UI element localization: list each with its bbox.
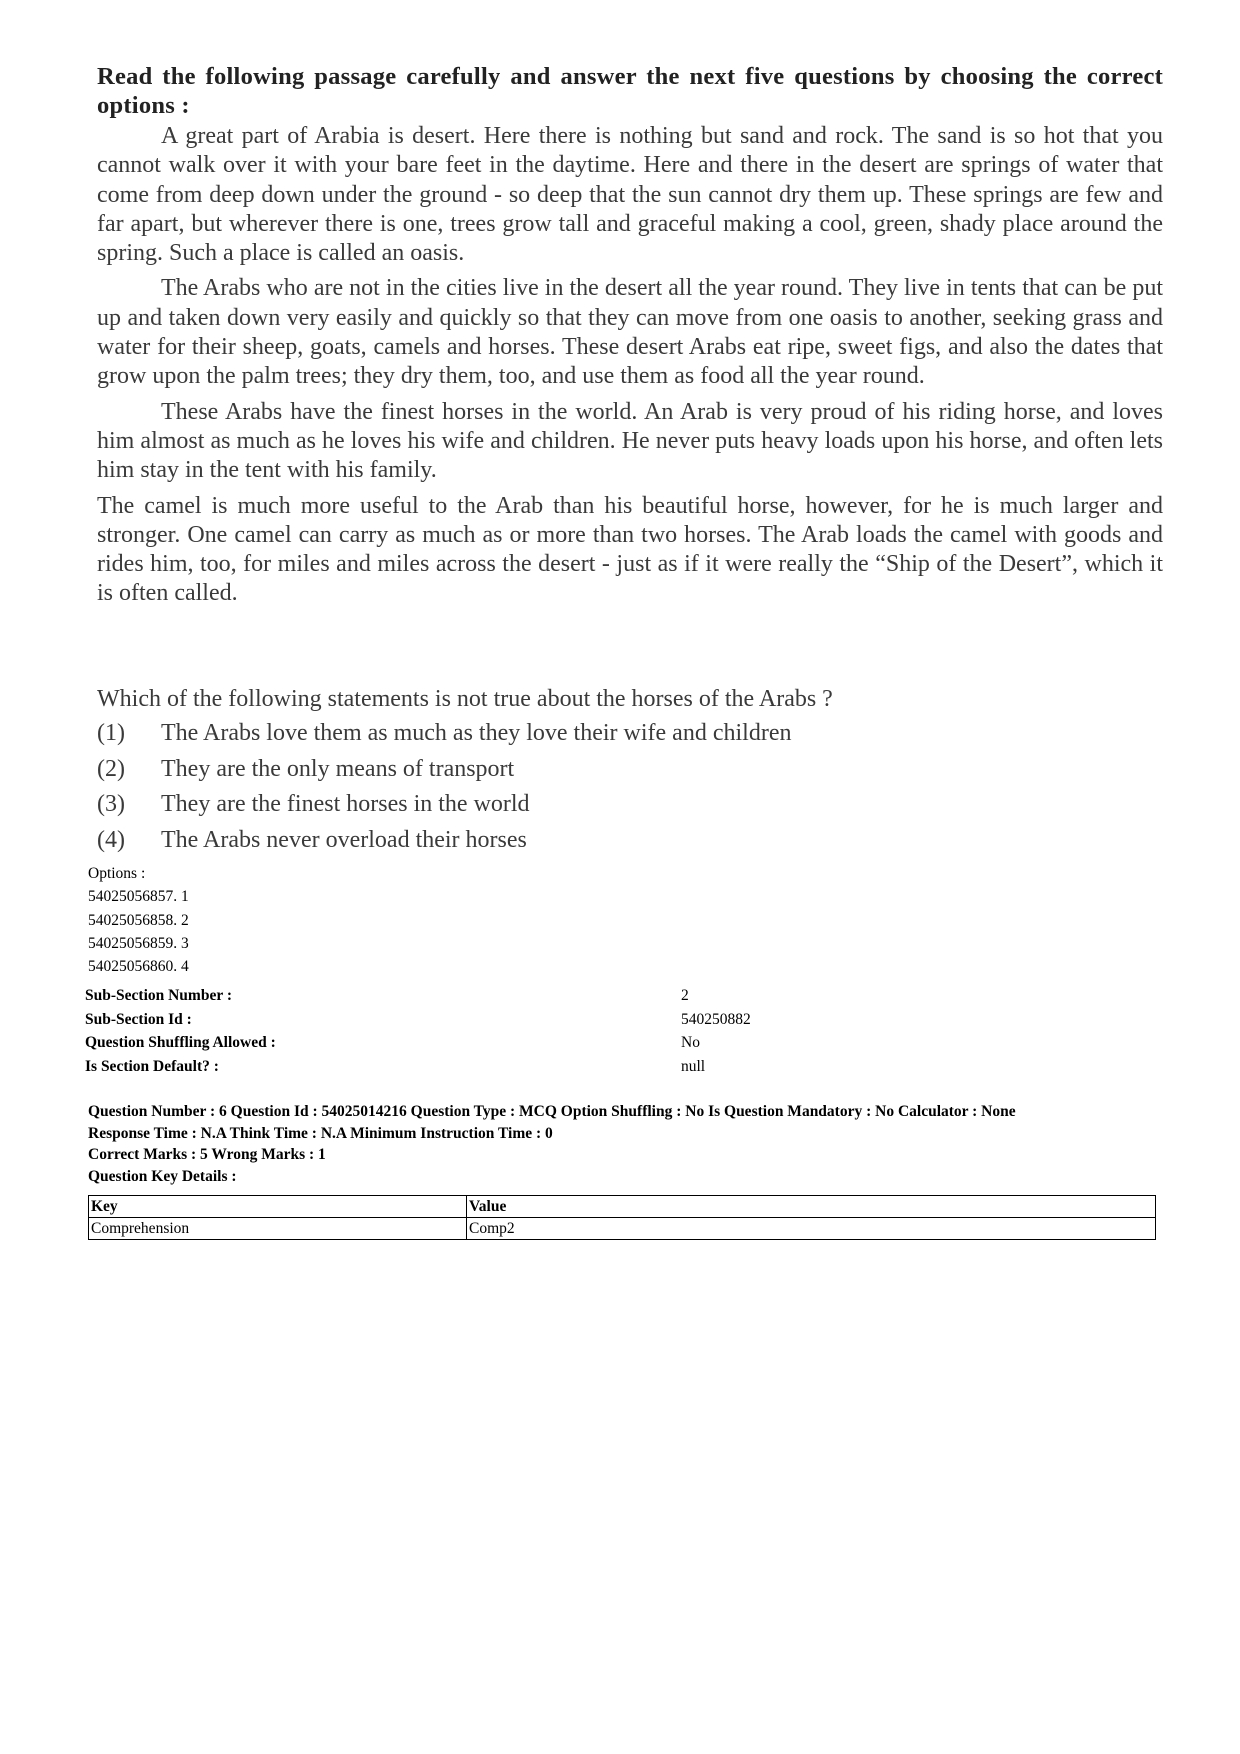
question — [97, 684, 997, 860]
comprehension-passage — [97, 62, 1163, 609]
passage-instruction: Read the following passage carefully and answer the next five questions by choosing the correct options : — [97, 63, 1163, 119]
table-header-row — [89, 1196, 1156, 1218]
question-choice — [97, 754, 997, 784]
table-cell: Comp2 — [467, 1218, 1156, 1240]
question-stem: Which of the following statements is not true about the horses of the Arabs ? — [97, 686, 833, 712]
subsection-label: Sub-Section Number : — [85, 987, 232, 1004]
question-info-line: Response Time : N.A Think Time : N.A Minimum Instruction Time : 0 — [88, 1124, 553, 1142]
question-info — [88, 1102, 1168, 1188]
subsection-info — [85, 986, 785, 1080]
subsection-label: Question Shuffling Allowed : — [85, 1034, 276, 1051]
choice-number: (1) — [97, 720, 125, 746]
question-info-line: Correct Marks : 5 Wrong Marks : 1 — [88, 1146, 326, 1163]
table-row — [89, 1218, 1156, 1240]
question-info-line: Question Number : 6 Question Id : 54025014216 Question Type : MCQ Option Shuffling : No Is Question Mandatory : No Calculator : None — [88, 1103, 1016, 1120]
subsection-value: No — [681, 1034, 700, 1051]
options-heading: Options : — [88, 865, 146, 882]
choice-text: They are the only means of transport — [161, 755, 515, 782]
option-item: 54025056857. 1 — [88, 888, 189, 906]
question-choice — [97, 718, 997, 748]
table-header: Value — [467, 1196, 1156, 1218]
subsection-row — [85, 1033, 785, 1057]
choice-number: (2) — [97, 755, 125, 782]
option-item: 54025056858. 2 — [88, 911, 189, 929]
question-key-details-heading: Question Key Details : — [88, 1167, 237, 1185]
table-cell: Comprehension — [89, 1218, 467, 1240]
subsection-row — [85, 1057, 785, 1081]
question-key-table — [88, 1195, 1156, 1240]
question-choice — [97, 825, 997, 855]
options-list — [88, 864, 189, 980]
passage-paragraph-2: The Arabs who are not in the cities live in the desert all the year round. They live in tents that can be put up and taken down very easily and quickly so that they can move from one oasis to another, seeking grass and water for their sheep, goats, camels and horses. These desert Arabs eat ripe, sweet figs, and also the dates that grow upon the palm trees; they dry them, too, and use them as food all the year round. — [97, 275, 1163, 390]
table-header: Key — [89, 1196, 467, 1218]
subsection-value: 2 — [681, 987, 689, 1004]
choice-number: (4) — [97, 826, 125, 853]
passage-paragraph-1: A great part of Arabia is desert. Here there is nothing but sand and rock. The sand is so hot that you cannot walk over it with your bare feet in the daytime. Here and there in the desert are springs of water that come from deep down under the ground - so deep that the sun cannot dry them up. These springs are few and far apart, but wherever there is one, trees grow tall and graceful making a cool, green, shady place around the spring. Such a place is called an oasis. — [97, 123, 1163, 267]
subsection-value: 540250882 — [681, 1010, 751, 1028]
subsection-row — [85, 1010, 785, 1034]
option-item: 54025056860. 4 — [88, 958, 189, 976]
question-choice — [97, 789, 997, 819]
subsection-label: Is Section Default? : — [85, 1057, 219, 1075]
choice-text: The Arabs never overload their horses — [161, 826, 527, 853]
subsection-row — [85, 986, 785, 1010]
passage-paragraph-3: These Arabs have the finest horses in the world. An Arab is very proud of his riding horse, and loves him almost as much as he loves his wife and children. He never puts heavy loads upon his horse, and often lets him stay in the tent with his family. — [97, 398, 1163, 484]
subsection-label: Sub-Section Id : — [85, 1010, 192, 1028]
choice-text: The Arabs love them as much as they love their wife and children — [161, 720, 792, 746]
option-item: 54025056859. 3 — [88, 934, 189, 952]
subsection-value: null — [681, 1057, 706, 1075]
choice-text: They are the finest horses in the world — [161, 791, 530, 817]
passage-paragraph-4: The camel is much more useful to the Arab than his beautiful horse, however, for he is much larger and stronger. One camel can carry as much as or more than two horses. The Arab loads the camel with goods and rides him, too, for miles and miles across the desert - just as if it were really the “Ship of the Desert”, which it is often called. — [97, 492, 1163, 607]
choice-number: (3) — [97, 791, 125, 817]
